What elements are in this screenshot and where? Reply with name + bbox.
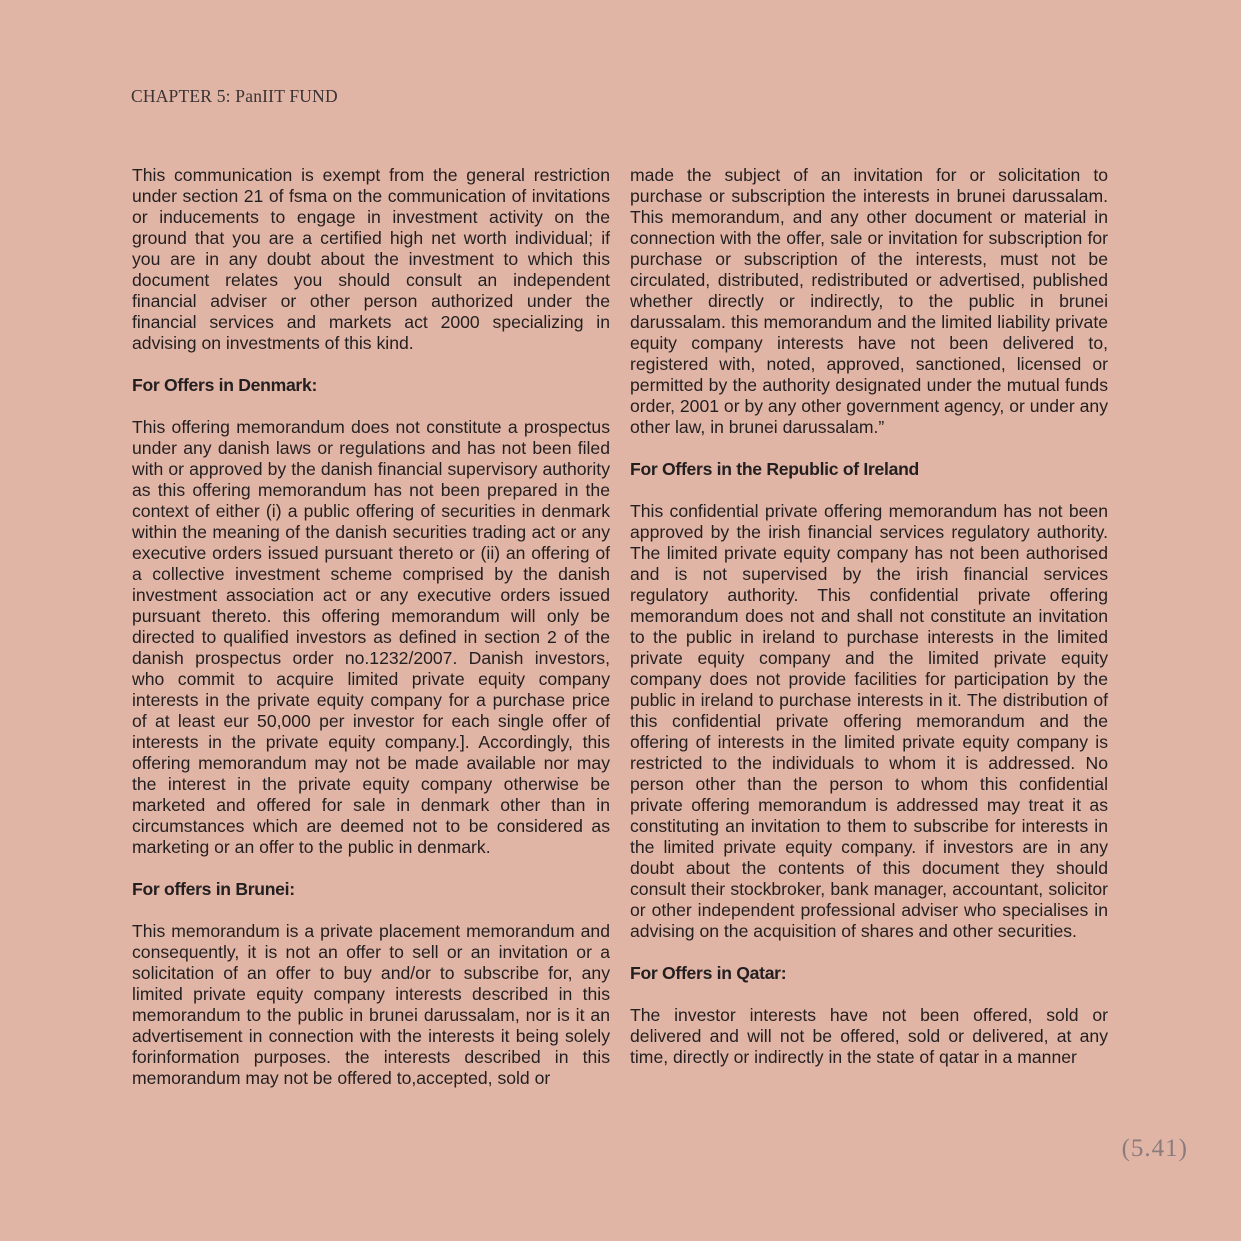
- spacer: [630, 438, 1108, 459]
- spacer: [132, 354, 610, 375]
- denmark-heading: For Offers in Denmark:: [132, 375, 318, 395]
- chapter-header: CHAPTER 5: PanIIT FUND: [131, 86, 338, 106]
- intro-paragraph: This communication is exempt from the general restriction under section 21 of fsma on the communication of invitations or inducements to engage in investment activity on the ground that you are a certified high net worth individual; if you are in any doubt about the investment to which this document relates you should consult an independent financial adviser or other person authorized under the financial services and markets act 2000 specializing in advising on investments of this kind.: [132, 165, 610, 353]
- left-column: [132, 165, 610, 1089]
- brunei-heading: For offers in Brunei:: [132, 879, 295, 899]
- denmark-paragraph: This offering memorandum does not constitute a prospectus under any danish laws or regulations and has not been filed with or approved by the danish financial supervisory authority as this offering memorandum has not been prepared in the context of either (i) a public offering of securities in denmark within the meaning of the danish securities trading act or any executive orders issued pursuant thereto or (ii) an offering of a collective investment scheme comprised by the danish investment association act or any executive orders issued pursuant thereto. this offering memorandum will only be directed to qualified investors as defined in section 2 of the danish prospectus order no.1232/2007. Danish investors, who commit to acquire limited private equity company interests in the private equity company for a purchase price of at least eur 50,000 per investor for each single offer of interests in the private equity company.]. Accordingly, this offering memorandum may not be made available nor may the interest in the private equity company otherwise be marketed and offered for sale in denmark other than in circumstances which are deemed not to be considered as marketing or an offer to the public in denmark.: [132, 417, 610, 857]
- right-column: [630, 165, 1108, 1068]
- brunei-paragraph: This memorandum is a private placement memorandum and consequently, it is not an offer to sell or an invitation or a solicitation of an offer to buy and/or to subscribe for, any limited private equity company interests described in this memorandum to the public in brunei darussalam, nor is it an advertisement in connection with the interests it being solely forinformation purposes. the interests described in this memorandum may not be offered to,accepted, sold or: [132, 921, 610, 1088]
- page-number: (5.41): [1121, 1135, 1188, 1162]
- qatar-heading: For Offers in Qatar:: [630, 963, 787, 983]
- qatar-paragraph: The investor interests have not been offered, sold or delivered and will not be offered, sold or delivered, at any time, directly or indirectly in the state of qatar in a manner: [630, 1005, 1108, 1067]
- ireland-paragraph: This confidential private offering memorandum has not been approved by the irish financial services regulatory authority. The limited private equity company has not been authorised and is not supervised by the irish financial services regulatory authority. This confidential private offering memorandum does not and shall not constitute an invitation to the public in ireland to purchase interests in the limited private equity company and the limited private equity company does not provide facilities for participation by the public in ireland to purchase interests in it. The distribution of this confidential private offering memorandum and the offering of interests in the limited private equity company is restricted to the individuals to whom it is addressed. No person other than the person to whom this confidential private offering memorandum is addressed may treat it as constituting an invitation to them to subscribe for interests in the limited private equity company. if investors are in any doubt about the contents of this document they should consult their stockbroker, bank manager, accountant, solicitor or other independent professional adviser who specialises in advising on the acquisition of shares and other securities.: [630, 501, 1108, 941]
- brunei-continued-paragraph: made the subject of an invitation for or solicitation to purchase or subscription the interests in brunei darussalam. This memorandum, and any other document or material in connection with the offer, sale or invitation for subscription for purchase or subscription of the interests, must not be circulated, distributed, redistributed or advertised, published whether directly or indirectly, to the public in brunei darussalam. this memorandum and the limited liability private equity company interests have not been delivered to, registered with, noted, approved, sanctioned, licensed or permitted by the authority designated under the mutual funds order, 2001 or by any other government agency, or under any other law, in brunei darussalam.”: [630, 165, 1108, 437]
- spacer: [132, 858, 610, 879]
- spacer: [630, 480, 1108, 501]
- spacer: [630, 942, 1108, 963]
- spacer: [132, 396, 610, 417]
- spacer: [132, 900, 610, 921]
- spacer: [630, 984, 1108, 1005]
- ireland-heading: For Offers in the Republic of Ireland: [630, 459, 919, 479]
